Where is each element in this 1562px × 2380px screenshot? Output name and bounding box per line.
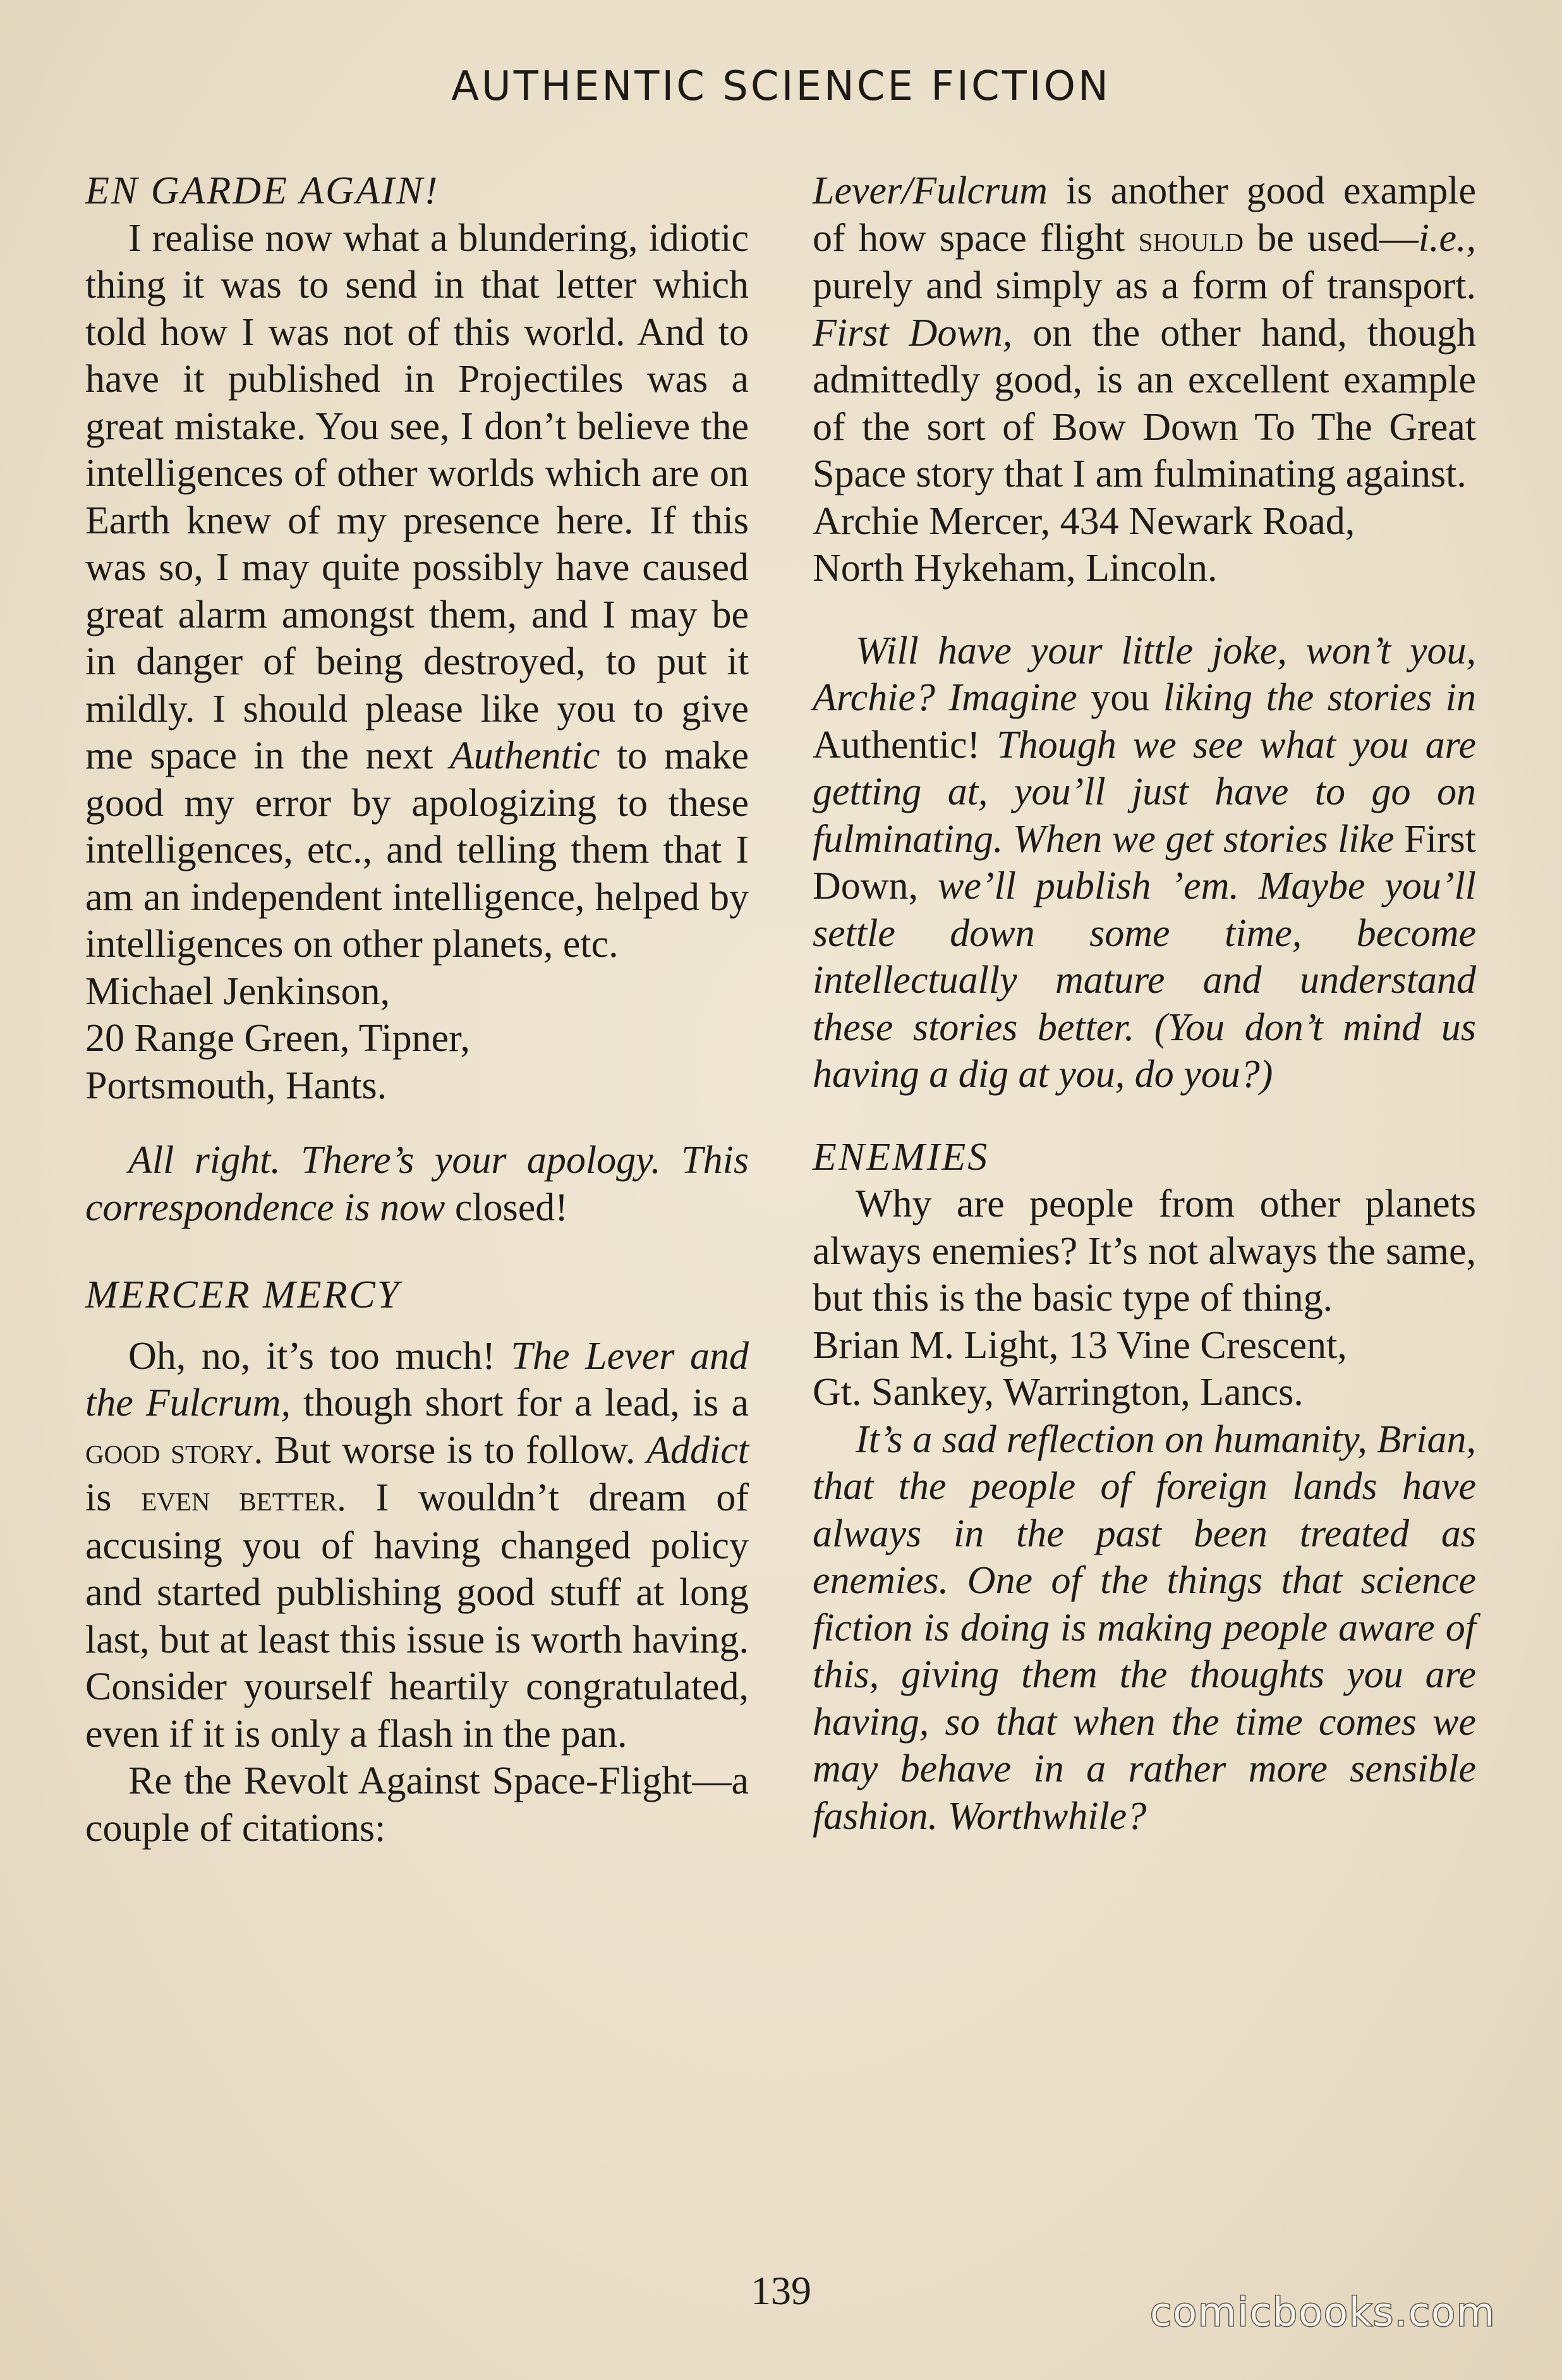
- page-number: 139: [751, 2268, 811, 2313]
- letter-signature: Archie Mercer, 434 Newark Road,: [813, 499, 1355, 543]
- right-column: [813, 167, 1476, 1840]
- letter-body: Oh, no, it’s too much! The Lever and the Fulcrum, though short for a lead, is a good story. But worse is to follow. Addict is even better. I wouldn’t dream of accusing you of having changed policy and started publishing good stuff at long last, but at least this issue is worth having. Consider yourself heartily congratulated, even if it is only a flash in the pan.: [85, 1334, 749, 1756]
- watermark: comicbooks.com: [1150, 2289, 1496, 2335]
- letter-body: Re the Revolt Against Space-Flight—a couple of citations:: [85, 1759, 749, 1850]
- letter-heading-en-garde: EN GARDE AGAIN!: [85, 169, 440, 212]
- letter-heading-mercer-mercy: MERCER MERCY: [85, 1273, 401, 1316]
- letter-body: Why are people from other planets always enemies? It’s not always the same, but this is the basic type of thing.: [813, 1182, 1476, 1320]
- letter-address-line: Portsmouth, Hants.: [85, 1064, 387, 1107]
- editor-reply: Will have your little joke, won’t you, Archie? Imagine you liking the stories in Authentic! Though we see what you are getting at, you’ll just have to go on fulminating. When we get stories like First Down, we’ll publish ’em. Maybe you’ll settle down some time, become intellectually mature and understand these stories better. (You don’t mind us having a dig at you, do you?): [813, 629, 1477, 1096]
- running-head: AUTHENTIC SCIENCE FICTION: [451, 63, 1111, 110]
- letter-signature: Brian M. Light, 13 Vine Crescent,: [813, 1323, 1347, 1367]
- editor-reply: It’s a sad reflection on humanity, Brian, that the people of foreign lands have always in the past been treated as enemies. One of the things that science fiction is doing is making people aware of this, giving them the thoughts you are having, so that when the time comes we may behave in a rather more sensible fashion. Worthwhile?: [813, 1418, 1476, 1838]
- letter-body: I realise now what a blundering, idiotic thing it was to send in that letter which told how I was not of this world. And to have it published in Projectiles was a great mistake. You see, I don’t believe the intelligences of other worlds which are on Earth knew of my presence here. If this was so, I may quite possibly have caused great alarm amongst them, and I may be in danger of being destroyed, to put it mildly. I should please like you to give me space in the next Authentic to make good my error by apologizing to these intelligences, etc., and telling them that I am an independent intelligence, helped by intelligences on other planets, etc.: [85, 216, 749, 966]
- letter-body-continued: Lever/Fulcrum is another good example of how space flight should be used—i.e., purely and simply as a form of transport. First Down, on the other hand, though admittedly good, is an excellent example of the sort of Bow Down To The Great Space story that I am fulminating against.: [813, 169, 1477, 495]
- letter-address-line: 20 Range Green, Tipner,: [85, 1017, 470, 1060]
- editor-reply: All right. There’s your apology. This correspondence is now closed!: [85, 1139, 749, 1229]
- letter-address-line: North Hykeham, Lincoln.: [813, 547, 1218, 590]
- letter-signature-name: Michael Jenkinson,: [85, 969, 390, 1013]
- letter-heading-enemies: ENEMIES: [813, 1135, 990, 1179]
- left-column: [85, 167, 749, 1852]
- letter-address-line: Gt. Sankey, Warrington, Lancs.: [813, 1371, 1304, 1414]
